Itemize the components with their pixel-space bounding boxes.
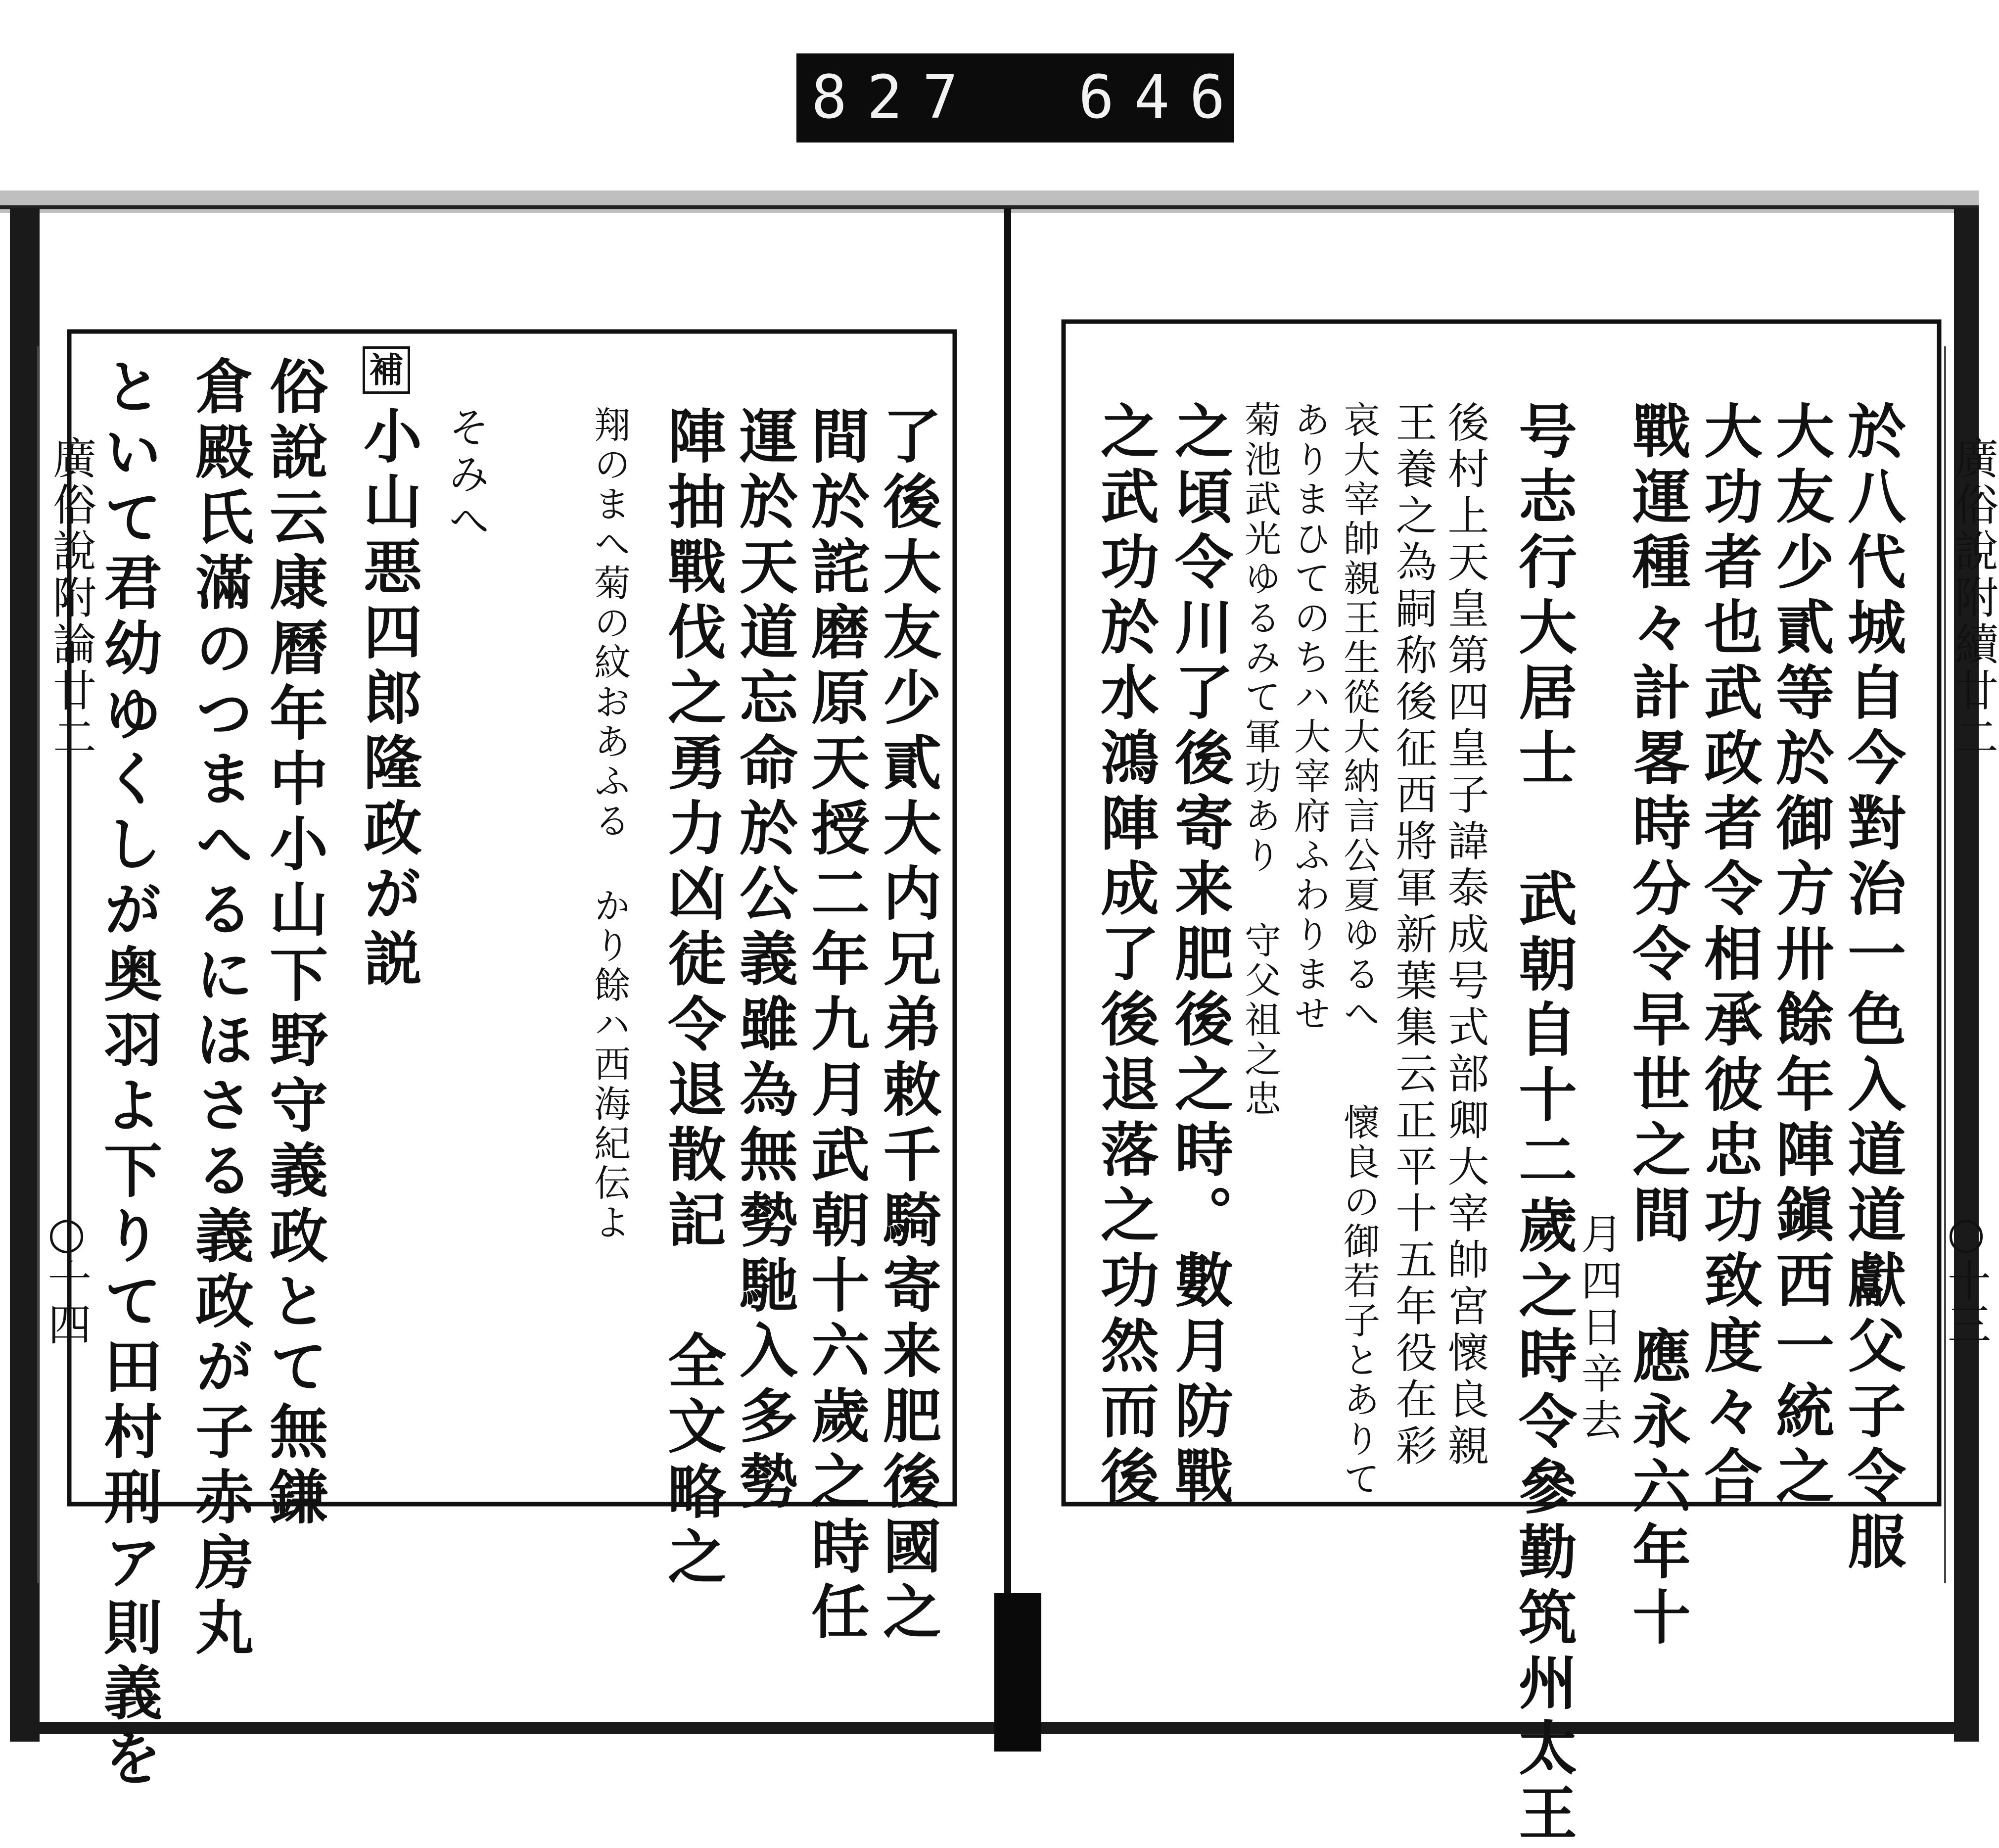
- left-edge: [10, 208, 40, 1742]
- catalogue-number-right: 646: [1078, 63, 1245, 132]
- left-folio-strip: [37, 346, 39, 1583]
- left-column-8: 俗說云康曆年中小山下野守義政とて無鎌: [260, 356, 328, 1532]
- left-column-4: 陣抽戰伐之勇力凶徒令退散記 全文略之: [658, 406, 727, 1592]
- gutter-line: [1004, 208, 1011, 1643]
- binding-block: [994, 1593, 1041, 1752]
- right-column-9: ありまひてのちハ大宰府ふわりませ: [1288, 401, 1331, 1034]
- right-column-10: 菊池武光ゆるみて軍功あり 守父祖之忠: [1239, 401, 1281, 1119]
- top-shadow-band: [0, 190, 1979, 213]
- right-folio-strip: [1944, 346, 1946, 1583]
- right-column-1: 於八代城自今對治一色入道道獻父子令服: [1838, 401, 1906, 1576]
- right-column-6: 後村上天皇第四皇子諱泰成号式部卿大宰帥宮懷良親: [1441, 401, 1489, 1470]
- left-column-7: 小山悪四郎隆政が説: [354, 406, 422, 994]
- left-column-3: 運於天道忘命於公義雖為無勢馳入多勢: [730, 406, 798, 1516]
- right-column-3: 大功者也武政者令相承彼忠功致度々合: [1694, 401, 1763, 1511]
- right-column-5: 号志行大居士 武朝自十二歲之時令參勤筑州太王: [1509, 401, 1578, 1848]
- right-folio-title: 廣俗說附續廿二: [1948, 435, 1999, 761]
- right-column-8: 哀大宰帥親王生從大納言公夏ゆるへ: [1338, 401, 1380, 1034]
- supplement-mark: 補: [363, 346, 410, 394]
- right-column-4: 戰運種々計畧時分令早世之間 應永六年十: [1623, 401, 1691, 1652]
- left-column-6: そみへ: [442, 406, 490, 545]
- right-column-2: 大友少貳等於御方卅餘年陣鎭西一統之: [1766, 401, 1835, 1511]
- left-column-10: といて君幼ゆくしが奥羽よ下りて田村刑ア則義を: [94, 356, 163, 1793]
- catalogue-number-left: 827: [811, 63, 978, 132]
- top-edge-line: [0, 205, 1979, 209]
- right-column-7: 王養之為嗣称後征西將軍新葉集云正平十五年役在彩: [1389, 401, 1438, 1470]
- right-column-11: 之頃令川了後寄来肥後之時。數月防戰: [1165, 401, 1234, 1511]
- left-folio-title: 廣俗說附論廿二: [46, 435, 97, 761]
- left-column-5: 翔のまへ菊の紋おあふる かり餘ハ西海紀伝よ: [588, 406, 631, 1243]
- left-column-1: 了後大友少貳大内兄弟敕千騎寄来肥後國之: [873, 406, 942, 1647]
- left-page-number: ○十四: [41, 1207, 92, 1345]
- right-column-12: 之武功於水鴻陣成了後退落之功然而後: [1091, 401, 1160, 1511]
- right-column-4-note: 月四日辛去: [1575, 1212, 1623, 1445]
- right-column-8b: 懷良の御若子とありて: [1338, 1103, 1380, 1499]
- left-column-2: 間於詫磨原天授二年九月武朝十六歲之時任: [801, 406, 870, 1647]
- right-page-number: ○十三: [1941, 1207, 1992, 1345]
- left-column-9: 倉殿氏滿のつまへるにほさる義政が子赤房丸: [186, 356, 254, 1662]
- bottom-edge: [10, 1722, 1969, 1734]
